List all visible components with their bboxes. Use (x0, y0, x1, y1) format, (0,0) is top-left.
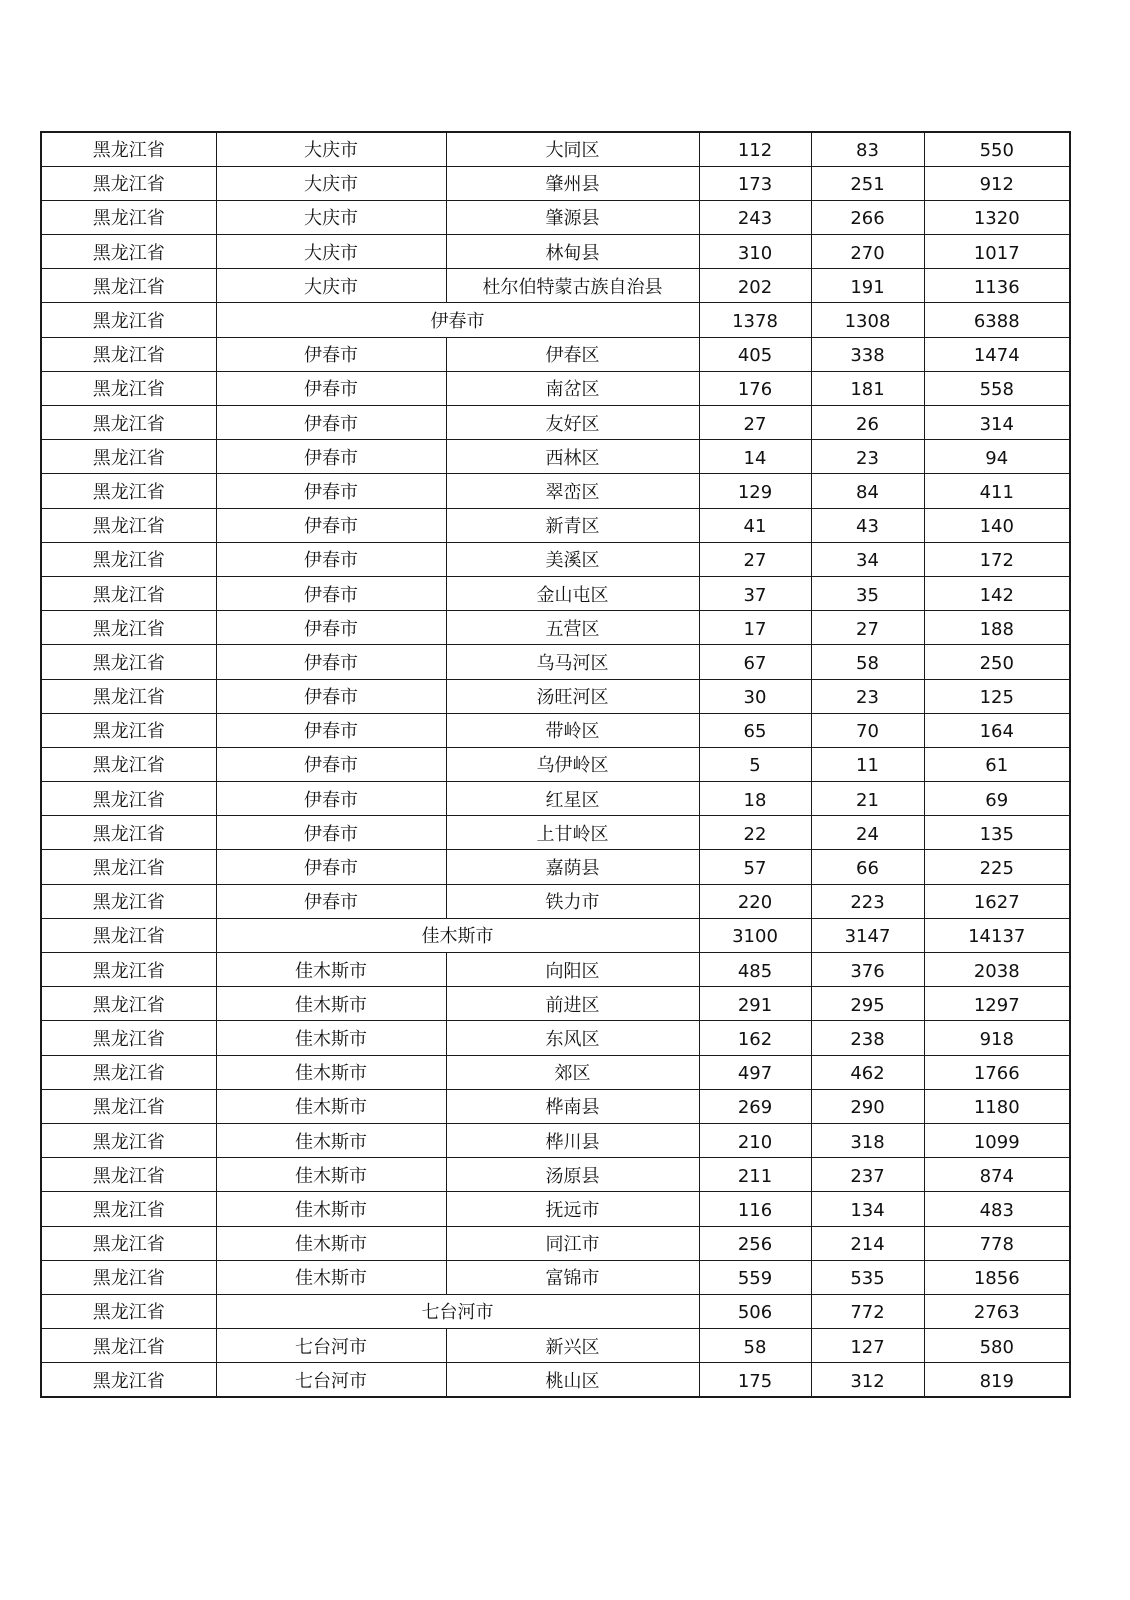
city-cell: 佳木斯市 (216, 953, 446, 987)
value-cell-1: 405 (699, 337, 811, 371)
province-cell: 黑龙江省 (41, 576, 216, 610)
district-cell: 汤旺河区 (446, 679, 699, 713)
value-cell-2: 223 (811, 884, 924, 918)
table-row (41, 235, 1070, 269)
value-cell-3: 69 (924, 782, 1070, 816)
value-cell-2: 772 (811, 1294, 924, 1328)
province-cell: 黑龙江省 (41, 1192, 216, 1226)
district-cell: 林甸县 (446, 235, 699, 269)
city-cell: 伊春市 (216, 440, 446, 474)
value-cell-2: 21 (811, 782, 924, 816)
district-cell: 桦南县 (446, 1089, 699, 1123)
value-cell-3: 61 (924, 747, 1070, 781)
district-cell: 肇州县 (446, 166, 699, 200)
province-cell: 黑龙江省 (41, 679, 216, 713)
value-cell-1: 176 (699, 371, 811, 405)
value-cell-3: 188 (924, 611, 1070, 645)
city-cell: 大庆市 (216, 166, 446, 200)
table-row (41, 953, 1070, 987)
value-cell-3: 1017 (924, 235, 1070, 269)
city-total-cell: 七台河市 (216, 1294, 699, 1328)
value-cell-2: 70 (811, 713, 924, 747)
value-cell-2: 318 (811, 1123, 924, 1157)
city-total-cell: 伊春市 (216, 303, 699, 337)
province-cell: 黑龙江省 (41, 1089, 216, 1123)
table-row (41, 1123, 1070, 1157)
value-cell-3: 225 (924, 850, 1070, 884)
district-cell: 南岔区 (446, 371, 699, 405)
district-cell: 新兴区 (446, 1329, 699, 1363)
province-cell: 黑龙江省 (41, 816, 216, 850)
value-cell-1: 112 (699, 132, 811, 166)
value-cell-2: 23 (811, 679, 924, 713)
value-cell-1: 3100 (699, 918, 811, 952)
value-cell-3: 1297 (924, 987, 1070, 1021)
province-cell: 黑龙江省 (41, 337, 216, 371)
table-row (41, 1192, 1070, 1226)
value-cell-2: 66 (811, 850, 924, 884)
value-cell-2: 462 (811, 1055, 924, 1089)
city-total-cell: 佳木斯市 (216, 918, 699, 952)
value-cell-2: 251 (811, 166, 924, 200)
table-row (41, 508, 1070, 542)
value-cell-2: 3147 (811, 918, 924, 952)
value-cell-2: 84 (811, 474, 924, 508)
city-cell: 佳木斯市 (216, 1055, 446, 1089)
value-cell-1: 65 (699, 713, 811, 747)
table-row (41, 542, 1070, 576)
value-cell-1: 211 (699, 1158, 811, 1192)
value-cell-2: 134 (811, 1192, 924, 1226)
city-cell: 七台河市 (216, 1329, 446, 1363)
value-cell-1: 291 (699, 987, 811, 1021)
value-cell-3: 1180 (924, 1089, 1070, 1123)
value-cell-1: 58 (699, 1329, 811, 1363)
table-row (41, 1055, 1070, 1089)
value-cell-3: 314 (924, 406, 1070, 440)
value-cell-1: 559 (699, 1260, 811, 1294)
province-cell: 黑龙江省 (41, 782, 216, 816)
city-cell: 伊春市 (216, 782, 446, 816)
table-row (41, 166, 1070, 200)
table-row (41, 884, 1070, 918)
province-cell: 黑龙江省 (41, 269, 216, 303)
district-cell: 东风区 (446, 1021, 699, 1055)
value-cell-1: 57 (699, 850, 811, 884)
value-cell-3: 580 (924, 1329, 1070, 1363)
province-cell: 黑龙江省 (41, 200, 216, 234)
table-row (41, 406, 1070, 440)
value-cell-3: 778 (924, 1226, 1070, 1260)
district-cell: 嘉荫县 (446, 850, 699, 884)
value-cell-3: 172 (924, 542, 1070, 576)
district-cell: 五营区 (446, 611, 699, 645)
city-cell: 伊春市 (216, 337, 446, 371)
table-row (41, 782, 1070, 816)
value-cell-2: 376 (811, 953, 924, 987)
value-cell-2: 58 (811, 645, 924, 679)
province-cell: 黑龙江省 (41, 1294, 216, 1328)
value-cell-1: 175 (699, 1363, 811, 1397)
district-cell: 前进区 (446, 987, 699, 1021)
table-row (41, 1329, 1070, 1363)
city-cell: 伊春市 (216, 406, 446, 440)
province-cell: 黑龙江省 (41, 1123, 216, 1157)
value-cell-3: 142 (924, 576, 1070, 610)
value-cell-3: 1627 (924, 884, 1070, 918)
province-cell: 黑龙江省 (41, 166, 216, 200)
value-cell-1: 485 (699, 953, 811, 987)
province-cell: 黑龙江省 (41, 542, 216, 576)
district-cell: 肇源县 (446, 200, 699, 234)
value-cell-3: 918 (924, 1021, 1070, 1055)
value-cell-1: 67 (699, 645, 811, 679)
value-cell-2: 23 (811, 440, 924, 474)
city-cell: 佳木斯市 (216, 1123, 446, 1157)
value-cell-1: 202 (699, 269, 811, 303)
value-cell-1: 22 (699, 816, 811, 850)
value-cell-3: 411 (924, 474, 1070, 508)
province-cell: 黑龙江省 (41, 747, 216, 781)
table-row (41, 747, 1070, 781)
value-cell-2: 535 (811, 1260, 924, 1294)
table-row (41, 1226, 1070, 1260)
value-cell-2: 295 (811, 987, 924, 1021)
province-cell: 黑龙江省 (41, 850, 216, 884)
value-cell-2: 34 (811, 542, 924, 576)
province-cell: 黑龙江省 (41, 1329, 216, 1363)
province-cell: 黑龙江省 (41, 611, 216, 645)
district-cell: 金山屯区 (446, 576, 699, 610)
district-cell: 富锦市 (446, 1260, 699, 1294)
city-cell: 七台河市 (216, 1363, 446, 1397)
table-row (41, 1158, 1070, 1192)
value-cell-3: 164 (924, 713, 1070, 747)
city-cell: 伊春市 (216, 508, 446, 542)
value-cell-2: 26 (811, 406, 924, 440)
district-cell: 乌马河区 (446, 645, 699, 679)
value-cell-2: 191 (811, 269, 924, 303)
province-cell: 黑龙江省 (41, 371, 216, 405)
district-cell: 乌伊岭区 (446, 747, 699, 781)
city-cell: 佳木斯市 (216, 987, 446, 1021)
district-cell: 汤原县 (446, 1158, 699, 1192)
value-cell-2: 127 (811, 1329, 924, 1363)
value-cell-3: 1136 (924, 269, 1070, 303)
value-cell-2: 237 (811, 1158, 924, 1192)
province-cell: 黑龙江省 (41, 713, 216, 747)
value-cell-2: 181 (811, 371, 924, 405)
province-cell: 黑龙江省 (41, 1158, 216, 1192)
district-cell: 红星区 (446, 782, 699, 816)
province-cell: 黑龙江省 (41, 474, 216, 508)
city-cell: 佳木斯市 (216, 1260, 446, 1294)
province-cell: 黑龙江省 (41, 1226, 216, 1260)
city-subtotal-row (41, 1294, 1070, 1328)
district-cell: 带岭区 (446, 713, 699, 747)
city-cell: 伊春市 (216, 713, 446, 747)
value-cell-2: 83 (811, 132, 924, 166)
value-cell-3: 912 (924, 166, 1070, 200)
district-cell: 铁力市 (446, 884, 699, 918)
value-cell-1: 310 (699, 235, 811, 269)
value-cell-2: 338 (811, 337, 924, 371)
province-cell: 黑龙江省 (41, 1055, 216, 1089)
value-cell-3: 1320 (924, 200, 1070, 234)
district-cell: 向阳区 (446, 953, 699, 987)
city-cell: 伊春市 (216, 371, 446, 405)
province-cell: 黑龙江省 (41, 406, 216, 440)
value-cell-1: 5 (699, 747, 811, 781)
value-cell-3: 140 (924, 508, 1070, 542)
value-cell-3: 250 (924, 645, 1070, 679)
city-cell: 大庆市 (216, 132, 446, 166)
value-cell-2: 27 (811, 611, 924, 645)
city-cell: 伊春市 (216, 884, 446, 918)
value-cell-1: 27 (699, 406, 811, 440)
city-cell: 伊春市 (216, 474, 446, 508)
value-cell-1: 18 (699, 782, 811, 816)
table-row (41, 679, 1070, 713)
city-cell: 伊春市 (216, 611, 446, 645)
value-cell-2: 11 (811, 747, 924, 781)
province-cell: 黑龙江省 (41, 132, 216, 166)
table-body (41, 132, 1070, 1397)
value-cell-3: 558 (924, 371, 1070, 405)
table-row (41, 576, 1070, 610)
table-row (41, 1363, 1070, 1397)
city-cell: 佳木斯市 (216, 1226, 446, 1260)
table-row (41, 713, 1070, 747)
province-cell: 黑龙江省 (41, 884, 216, 918)
value-cell-2: 1308 (811, 303, 924, 337)
province-cell: 黑龙江省 (41, 1260, 216, 1294)
value-cell-3: 819 (924, 1363, 1070, 1397)
district-cell: 新青区 (446, 508, 699, 542)
value-cell-2: 35 (811, 576, 924, 610)
city-subtotal-row (41, 303, 1070, 337)
city-cell: 大庆市 (216, 200, 446, 234)
value-cell-1: 17 (699, 611, 811, 645)
value-cell-1: 243 (699, 200, 811, 234)
value-cell-3: 483 (924, 1192, 1070, 1226)
value-cell-3: 6388 (924, 303, 1070, 337)
district-cell: 西林区 (446, 440, 699, 474)
table-row (41, 371, 1070, 405)
district-cell: 桃山区 (446, 1363, 699, 1397)
value-cell-1: 30 (699, 679, 811, 713)
district-cell: 桦川县 (446, 1123, 699, 1157)
data-table (40, 131, 1071, 1398)
city-cell: 佳木斯市 (216, 1158, 446, 1192)
city-cell: 伊春市 (216, 542, 446, 576)
city-cell: 佳木斯市 (216, 1192, 446, 1226)
district-cell: 郊区 (446, 1055, 699, 1089)
district-cell: 抚远市 (446, 1192, 699, 1226)
value-cell-2: 270 (811, 235, 924, 269)
value-cell-3: 550 (924, 132, 1070, 166)
value-cell-2: 24 (811, 816, 924, 850)
city-cell: 伊春市 (216, 747, 446, 781)
city-subtotal-row (41, 918, 1070, 952)
value-cell-1: 497 (699, 1055, 811, 1089)
table-row (41, 269, 1070, 303)
table-row (41, 987, 1070, 1021)
city-cell: 伊春市 (216, 679, 446, 713)
value-cell-1: 506 (699, 1294, 811, 1328)
value-cell-1: 1378 (699, 303, 811, 337)
table-row (41, 440, 1070, 474)
value-cell-2: 266 (811, 200, 924, 234)
city-cell: 伊春市 (216, 576, 446, 610)
district-cell: 友好区 (446, 406, 699, 440)
value-cell-1: 37 (699, 576, 811, 610)
value-cell-2: 214 (811, 1226, 924, 1260)
city-cell: 佳木斯市 (216, 1021, 446, 1055)
province-cell: 黑龙江省 (41, 508, 216, 542)
value-cell-1: 27 (699, 542, 811, 576)
province-cell: 黑龙江省 (41, 645, 216, 679)
province-cell: 黑龙江省 (41, 953, 216, 987)
table-row (41, 850, 1070, 884)
value-cell-2: 43 (811, 508, 924, 542)
province-cell: 黑龙江省 (41, 235, 216, 269)
district-cell: 伊春区 (446, 337, 699, 371)
value-cell-3: 874 (924, 1158, 1070, 1192)
district-cell: 杜尔伯特蒙古族自治县 (446, 269, 699, 303)
city-cell: 伊春市 (216, 816, 446, 850)
value-cell-1: 210 (699, 1123, 811, 1157)
city-cell: 大庆市 (216, 269, 446, 303)
value-cell-3: 1474 (924, 337, 1070, 371)
value-cell-2: 290 (811, 1089, 924, 1123)
table-row (41, 1021, 1070, 1055)
value-cell-1: 14 (699, 440, 811, 474)
value-cell-2: 312 (811, 1363, 924, 1397)
district-cell: 同江市 (446, 1226, 699, 1260)
value-cell-1: 256 (699, 1226, 811, 1260)
table-row (41, 337, 1070, 371)
city-cell: 佳木斯市 (216, 1089, 446, 1123)
value-cell-1: 220 (699, 884, 811, 918)
district-cell: 翠峦区 (446, 474, 699, 508)
district-cell: 美溪区 (446, 542, 699, 576)
value-cell-3: 135 (924, 816, 1070, 850)
value-cell-3: 94 (924, 440, 1070, 474)
province-cell: 黑龙江省 (41, 1363, 216, 1397)
province-cell: 黑龙江省 (41, 440, 216, 474)
table-row (41, 645, 1070, 679)
table-row (41, 1089, 1070, 1123)
table-row (41, 132, 1070, 166)
value-cell-3: 125 (924, 679, 1070, 713)
province-cell: 黑龙江省 (41, 1021, 216, 1055)
value-cell-3: 1856 (924, 1260, 1070, 1294)
district-cell: 大同区 (446, 132, 699, 166)
city-cell: 伊春市 (216, 645, 446, 679)
value-cell-2: 238 (811, 1021, 924, 1055)
value-cell-3: 1099 (924, 1123, 1070, 1157)
province-cell: 黑龙江省 (41, 303, 216, 337)
province-cell: 黑龙江省 (41, 918, 216, 952)
value-cell-1: 173 (699, 166, 811, 200)
value-cell-3: 14137 (924, 918, 1070, 952)
value-cell-3: 1766 (924, 1055, 1070, 1089)
value-cell-3: 2038 (924, 953, 1070, 987)
value-cell-1: 41 (699, 508, 811, 542)
value-cell-1: 116 (699, 1192, 811, 1226)
table-row (41, 474, 1070, 508)
value-cell-3: 2763 (924, 1294, 1070, 1328)
table-row (41, 611, 1070, 645)
table-row (41, 816, 1070, 850)
value-cell-1: 129 (699, 474, 811, 508)
city-cell: 伊春市 (216, 850, 446, 884)
value-cell-1: 269 (699, 1089, 811, 1123)
table-row (41, 200, 1070, 234)
city-cell: 大庆市 (216, 235, 446, 269)
province-cell: 黑龙江省 (41, 987, 216, 1021)
value-cell-1: 162 (699, 1021, 811, 1055)
table-row (41, 1260, 1070, 1294)
district-cell: 上甘岭区 (446, 816, 699, 850)
